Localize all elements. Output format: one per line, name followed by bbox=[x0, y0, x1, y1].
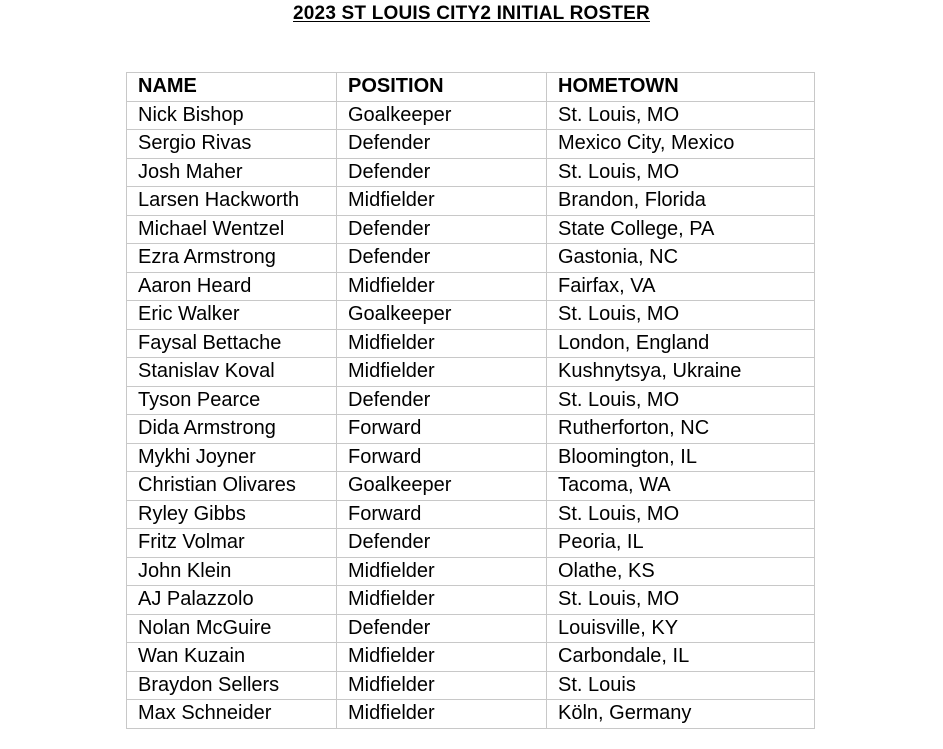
player-name-cell: John Klein bbox=[127, 557, 337, 586]
header-row bbox=[127, 73, 815, 102]
table-row bbox=[127, 529, 815, 558]
table-row bbox=[127, 472, 815, 501]
player-position-cell: Defender bbox=[337, 529, 547, 558]
table-row bbox=[127, 130, 815, 159]
player-position-cell: Defender bbox=[337, 244, 547, 273]
player-hometown-cell: St. Louis, MO bbox=[547, 101, 815, 130]
player-position-cell: Goalkeeper bbox=[337, 301, 547, 330]
player-hometown-cell: Olathe, KS bbox=[547, 557, 815, 586]
player-name-cell: Max Schneider bbox=[127, 700, 337, 729]
player-hometown-cell: Mexico City, Mexico bbox=[547, 130, 815, 159]
player-name-cell: Braydon Sellers bbox=[127, 671, 337, 700]
player-name-cell: AJ Palazzolo bbox=[127, 586, 337, 615]
player-name-cell: Stanislav Koval bbox=[127, 358, 337, 387]
player-name-cell: Tyson Pearce bbox=[127, 386, 337, 415]
player-name-cell: Josh Maher bbox=[127, 158, 337, 187]
player-position-cell: Midfielder bbox=[337, 700, 547, 729]
player-hometown-cell: St. Louis, MO bbox=[547, 301, 815, 330]
player-position-cell: Goalkeeper bbox=[337, 101, 547, 130]
table-row bbox=[127, 187, 815, 216]
player-hometown-cell: St. Louis, MO bbox=[547, 500, 815, 529]
player-hometown-cell: State College, PA bbox=[547, 215, 815, 244]
player-name-cell: Aaron Heard bbox=[127, 272, 337, 301]
player-name-cell: Eric Walker bbox=[127, 301, 337, 330]
roster-table-head bbox=[127, 73, 815, 102]
player-position-cell: Midfielder bbox=[337, 557, 547, 586]
player-position-cell: Defender bbox=[337, 130, 547, 159]
player-name-cell: Ezra Armstrong bbox=[127, 244, 337, 273]
player-position-cell: Forward bbox=[337, 415, 547, 444]
table-row bbox=[127, 244, 815, 273]
page-title: 2023 ST LOUIS CITY2 INITIAL ROSTER bbox=[293, 3, 650, 24]
column-header-hometown: HOMETOWN bbox=[547, 73, 815, 102]
player-position-cell: Midfielder bbox=[337, 586, 547, 615]
player-name-cell: Larsen Hackworth bbox=[127, 187, 337, 216]
player-name-cell: Fritz Volmar bbox=[127, 529, 337, 558]
player-name-cell: Michael Wentzel bbox=[127, 215, 337, 244]
table-row bbox=[127, 643, 815, 672]
player-hometown-cell: Rutherforton, NC bbox=[547, 415, 815, 444]
player-position-cell: Midfielder bbox=[337, 187, 547, 216]
player-position-cell: Forward bbox=[337, 500, 547, 529]
table-row bbox=[127, 500, 815, 529]
player-hometown-cell: Tacoma, WA bbox=[547, 472, 815, 501]
table-row bbox=[127, 614, 815, 643]
player-name-cell: Dida Armstrong bbox=[127, 415, 337, 444]
table-row bbox=[127, 386, 815, 415]
player-name-cell: Nolan McGuire bbox=[127, 614, 337, 643]
player-hometown-cell: St. Louis bbox=[547, 671, 815, 700]
table-row bbox=[127, 215, 815, 244]
roster-table bbox=[126, 72, 815, 729]
table-row bbox=[127, 329, 815, 358]
player-name-cell: Christian Olivares bbox=[127, 472, 337, 501]
table-row bbox=[127, 671, 815, 700]
table-row bbox=[127, 700, 815, 729]
player-name-cell: Faysal Bettache bbox=[127, 329, 337, 358]
player-hometown-cell: London, England bbox=[547, 329, 815, 358]
player-position-cell: Defender bbox=[337, 386, 547, 415]
table-row bbox=[127, 586, 815, 615]
player-name-cell: Wan Kuzain bbox=[127, 643, 337, 672]
player-position-cell: Defender bbox=[337, 215, 547, 244]
table-row bbox=[127, 557, 815, 586]
player-hometown-cell: Louisville, KY bbox=[547, 614, 815, 643]
player-hometown-cell: Fairfax, VA bbox=[547, 272, 815, 301]
player-name-cell: Ryley Gibbs bbox=[127, 500, 337, 529]
player-position-cell: Defender bbox=[337, 158, 547, 187]
player-hometown-cell: St. Louis, MO bbox=[547, 386, 815, 415]
player-position-cell: Defender bbox=[337, 614, 547, 643]
player-hometown-cell: Peoria, IL bbox=[547, 529, 815, 558]
player-hometown-cell: St. Louis, MO bbox=[547, 158, 815, 187]
player-hometown-cell: Köln, Germany bbox=[547, 700, 815, 729]
table-row bbox=[127, 415, 815, 444]
table-row bbox=[127, 301, 815, 330]
player-hometown-cell: Kushnytsya, Ukraine bbox=[547, 358, 815, 387]
player-name-cell: Mykhi Joyner bbox=[127, 443, 337, 472]
player-hometown-cell: Gastonia, NC bbox=[547, 244, 815, 273]
player-position-cell: Midfielder bbox=[337, 643, 547, 672]
player-position-cell: Midfielder bbox=[337, 671, 547, 700]
player-position-cell: Forward bbox=[337, 443, 547, 472]
player-hometown-cell: St. Louis, MO bbox=[547, 586, 815, 615]
player-hometown-cell: Carbondale, IL bbox=[547, 643, 815, 672]
player-position-cell: Midfielder bbox=[337, 272, 547, 301]
player-position-cell: Midfielder bbox=[337, 329, 547, 358]
column-header-name: NAME bbox=[127, 73, 337, 102]
column-header-position: POSITION bbox=[337, 73, 547, 102]
player-position-cell: Goalkeeper bbox=[337, 472, 547, 501]
player-position-cell: Midfielder bbox=[337, 358, 547, 387]
player-name-cell: Sergio Rivas bbox=[127, 130, 337, 159]
table-row bbox=[127, 443, 815, 472]
table-row bbox=[127, 358, 815, 387]
table-row bbox=[127, 158, 815, 187]
roster-table-body bbox=[127, 101, 815, 728]
player-name-cell: Nick Bishop bbox=[127, 101, 337, 130]
table-row bbox=[127, 101, 815, 130]
table-row bbox=[127, 272, 815, 301]
player-hometown-cell: Bloomington, IL bbox=[547, 443, 815, 472]
player-hometown-cell: Brandon, Florida bbox=[547, 187, 815, 216]
